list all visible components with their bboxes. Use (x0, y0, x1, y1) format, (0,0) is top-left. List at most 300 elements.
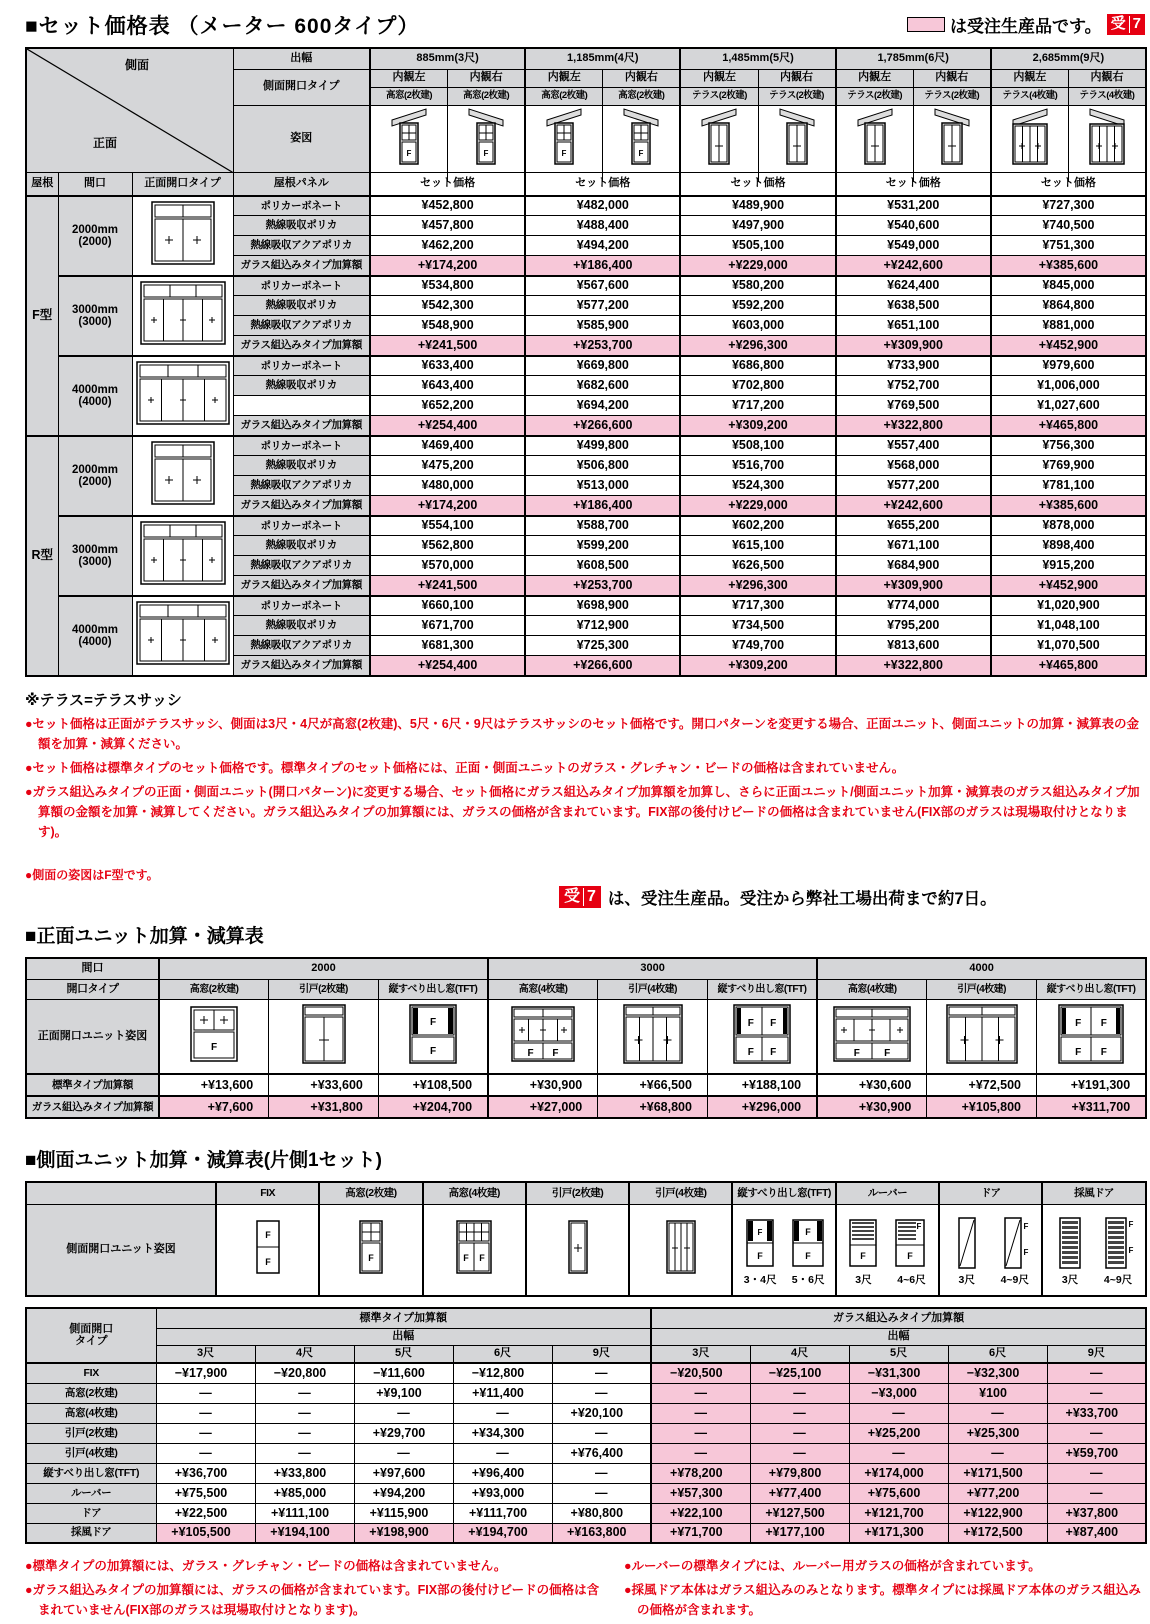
open-type-cell: 高窓(4枚建) (488, 980, 598, 1000)
front4-icon (135, 278, 231, 348)
width-header: 1,785mm(6尺) (836, 48, 991, 69)
svg-text:F: F (406, 148, 412, 158)
unit-type-label: 採風ドア (26, 1523, 156, 1543)
depth-col-header: 3尺 (156, 1345, 255, 1363)
roof-panel-label: ガラス組込みタイプ加算額 (233, 256, 370, 276)
roof-panel-label: 熱線吸収ポリカ (233, 216, 370, 236)
price-cell: ¥740,500 (991, 216, 1146, 236)
open-type-cell: 引戸(4枚建) (927, 980, 1037, 1000)
svg-text:F: F (1075, 1047, 1082, 1059)
side-door-icon (997, 1215, 1033, 1273)
price-cell: +¥20,100 (552, 1403, 651, 1423)
price-cell: ¥756,300 (991, 436, 1146, 456)
size-range-label: 3尺 (1061, 1273, 1079, 1286)
unit-figure-cell (598, 1000, 708, 1074)
price-cell: +¥241,500 (370, 576, 525, 596)
view-left-header: 内観左 (525, 69, 603, 87)
price-cell: ¥652,200 (370, 396, 525, 416)
price-cell: +¥186,400 (525, 496, 680, 516)
bay-cell: 2000mm (2000) (58, 196, 132, 276)
roof-panel-label: ガラス組込みタイプ加算額 (233, 576, 370, 596)
price-cell: ¥774,000 (836, 596, 991, 616)
price-cell: — (354, 1443, 453, 1463)
figure-cell (991, 105, 1069, 173)
price-cell: ¥549,000 (836, 236, 991, 256)
unit-figure-cell (836, 1204, 939, 1296)
price-cell: ¥577,200 (525, 296, 680, 316)
price-cell: — (948, 1403, 1047, 1423)
price-cell: ¥585,900 (525, 316, 680, 336)
price-cell: — (750, 1383, 849, 1403)
price-cell: — (849, 1443, 948, 1463)
price-cell: +¥309,900 (836, 576, 991, 596)
price-cell: ¥717,200 (680, 396, 835, 416)
svg-text:F: F (757, 1250, 763, 1261)
add-price-row-label: 標準タイプ加算額 (26, 1074, 159, 1096)
price-cell: — (156, 1443, 255, 1463)
price-cell: +¥309,200 (680, 416, 835, 436)
price-cell: +¥30,900 (488, 1074, 598, 1096)
bay-group-header: 2000 (159, 958, 488, 980)
bottom-notes-left (25, 1552, 600, 1624)
figure-cell (680, 105, 758, 173)
highwindow-right-icon (463, 106, 509, 168)
roof-panel-label: ガラス組込みタイプ加算額 (233, 656, 370, 676)
svg-text:F: F (479, 1253, 485, 1264)
terrace2-left-icon (696, 106, 742, 168)
price-cell: — (453, 1443, 552, 1463)
price-cell: +¥296,300 (680, 576, 835, 596)
bay-group-header: 4000 (817, 958, 1146, 980)
price-cell: ¥513,000 (525, 476, 680, 496)
price-cell: ¥717,300 (680, 596, 835, 616)
price-cell: — (552, 1363, 651, 1383)
svg-text:F: F (1023, 1221, 1029, 1231)
unit-type-label: ルーバー (26, 1483, 156, 1503)
note-line: ●セット価格は標準タイプのセット価格です。標準タイプのセット価格には、正面・側面ユニットのガラス・グレチャン・ビードの価格は含まれていません。 (25, 760, 905, 775)
price-cell: +¥105,500 (156, 1523, 255, 1543)
price-cell: ¥615,100 (680, 536, 835, 556)
price-cell: — (750, 1403, 849, 1423)
price-cell: +¥25,300 (948, 1423, 1047, 1443)
order-badge-icon (559, 886, 601, 908)
highwindow-left-icon (541, 106, 587, 168)
svg-text:F: F (527, 1048, 534, 1060)
unit-figure-cell (488, 1000, 598, 1074)
price-cell: +¥177,100 (750, 1523, 849, 1543)
front-figure-cell (132, 276, 233, 356)
price-cell: +¥59,700 (1047, 1443, 1146, 1463)
price-cell: +¥309,900 (836, 336, 991, 356)
price-cell: — (156, 1383, 255, 1403)
unit-figure-cell (939, 1204, 1042, 1296)
svg-text:F: F (483, 148, 489, 158)
order-note-text: は、受注生産品。受注から弊社工場出荷まで約7日。 (607, 889, 997, 908)
svg-text:F: F (853, 1048, 861, 1060)
price-cell: ¥557,400 (836, 436, 991, 456)
roof-panel-label: ガラス組込みタイプ加算額 (233, 336, 370, 356)
price-cell: +¥322,800 (836, 416, 991, 436)
open-type-cell: 高窓(2枚建) (370, 87, 448, 105)
price-cell: +¥385,600 (991, 496, 1146, 516)
corner-side-label: 側面 (125, 58, 150, 72)
front-slide2-icon (274, 1000, 374, 1068)
order-note (559, 885, 1145, 909)
price-cell: −¥25,100 (750, 1363, 849, 1383)
highwindow-right-icon (618, 106, 664, 168)
unit-type-header: ルーバー (836, 1182, 939, 1204)
price-cell: +¥229,000 (680, 256, 835, 276)
bottom-notes-right (624, 1552, 1145, 1624)
price-cell: — (750, 1443, 849, 1463)
price-cell: +¥296,000 (707, 1096, 817, 1118)
side-table-title: ■側面ユニット加算・減算表(片側1セット) (25, 1150, 382, 1172)
side-ventdoor-icon (1052, 1215, 1088, 1273)
bottom-notes (25, 1552, 1145, 1624)
open-type-cell: テラス(2枚建) (913, 87, 991, 105)
price-cell: +¥452,900 (991, 576, 1146, 596)
price-cell: −¥3,000 (849, 1383, 948, 1403)
set-price-header: セット価格 (525, 173, 680, 196)
front-figure-cell (132, 196, 233, 276)
price-cell: ¥725,300 (525, 636, 680, 656)
price-cell: ¥881,000 (991, 316, 1146, 336)
open-type-cell: 縦すべり出し窓(TFT) (378, 980, 488, 1000)
svg-text:F: F (757, 1227, 763, 1237)
svg-text:F: F (916, 1221, 922, 1231)
unit-figure-cell (159, 1000, 269, 1074)
price-cell: ¥749,700 (680, 636, 835, 656)
roof-panel-label: 熱線吸収アクアポリカ (233, 636, 370, 656)
terrace2-right-icon (929, 106, 975, 168)
width-header: 885mm(3尺) (370, 48, 525, 69)
price-cell: ¥580,200 (680, 276, 835, 296)
front4-icon (135, 518, 231, 588)
svg-text:F: F (770, 1047, 777, 1059)
standard-group-header: 標準タイプ加算額 (156, 1308, 651, 1328)
price-cell: +¥188,100 (707, 1074, 817, 1096)
badge-right-text: 7 (1132, 15, 1141, 33)
roof-panel-label: 熱線吸収ポリカ (233, 456, 370, 476)
open-type-cell: テラス(2枚建) (836, 87, 914, 105)
price-cell: ¥702,800 (680, 376, 835, 396)
price-cell: ¥100 (948, 1383, 1047, 1403)
figure-cell (603, 105, 681, 173)
terrace4-right-icon (1084, 106, 1130, 168)
front-figure-cell (132, 356, 233, 436)
set-price-header: セット価格 (836, 173, 991, 196)
depth-col-header: 9尺 (552, 1345, 651, 1363)
unit-type-header: 引戸(2枚建) (526, 1182, 629, 1204)
price-cell: ¥457,800 (370, 216, 525, 236)
price-cell: +¥87,400 (1047, 1523, 1146, 1543)
price-cell: +¥309,200 (680, 656, 835, 676)
price-cell: ¥603,000 (680, 316, 835, 336)
svg-text:F: F (747, 1018, 754, 1030)
price-cell: +¥29,700 (354, 1423, 453, 1443)
unit-type-label: FIX (26, 1363, 156, 1383)
price-cell: — (453, 1403, 552, 1423)
unit-type-label: 引戸(2枚建) (26, 1423, 156, 1443)
side-figure-note: ●側面の姿図はF型です。 (25, 867, 159, 882)
badge-divider (1129, 16, 1130, 33)
price-cell: ¥733,900 (836, 356, 991, 376)
size-range-label: 4~9尺 (1103, 1273, 1133, 1286)
depth-header: 出幅 (651, 1328, 1146, 1345)
side-louver-icon (893, 1215, 929, 1273)
side-open-type-header: 側面開口タイプ (233, 69, 370, 105)
open-type-cell: 高窓(2枚建) (159, 980, 269, 1000)
size-range-label: 3尺 (855, 1273, 872, 1286)
highwindow-left-icon (386, 106, 432, 168)
front-high4w-icon (822, 1000, 922, 1068)
unit-figure-cell (378, 1000, 488, 1074)
price-cell: — (948, 1443, 1047, 1463)
terrace-note-heading: ※テラス=テラスサッシ (25, 691, 182, 709)
roof-type-cell: R型 (26, 436, 58, 676)
note-line: ●採風ドア本体はガラス組込みのみとなります。標準タイプには採風ドア本体のガラス組込みの価格が含まれます。 (624, 1583, 1141, 1618)
bay-cell: 4000mm (4000) (58, 356, 132, 436)
price-cell: ¥979,600 (991, 356, 1146, 376)
depth-col-header: 4尺 (750, 1345, 849, 1363)
price-cell: — (552, 1463, 651, 1483)
price-cell: — (255, 1403, 354, 1423)
price-cell: ¥698,900 (525, 596, 680, 616)
price-cell: +¥75,500 (156, 1483, 255, 1503)
front-tft2-icon (383, 1000, 483, 1068)
depth-col-header: 9尺 (1047, 1345, 1146, 1363)
side-high2-icon (353, 1218, 389, 1276)
price-cell: +¥66,500 (598, 1074, 708, 1096)
terrace2-left-icon (852, 106, 898, 168)
price-cell: +¥13,600 (159, 1074, 269, 1096)
price-cell: +¥174,200 (370, 256, 525, 276)
price-cell: ¥751,300 (991, 236, 1146, 256)
terrace4-left-icon (1007, 106, 1053, 168)
svg-text:F: F (1128, 1219, 1134, 1229)
price-cell: −¥11,600 (354, 1363, 453, 1383)
svg-text:F: F (1100, 1047, 1107, 1059)
roof-panel-label: 熱線吸収ポリカ (233, 616, 370, 636)
price-cell: +¥105,800 (927, 1096, 1037, 1118)
price-cell: +¥33,700 (1047, 1403, 1146, 1423)
price-cell: +¥194,100 (255, 1523, 354, 1543)
price-cell: +¥22,100 (651, 1503, 750, 1523)
price-cell: ¥548,900 (370, 316, 525, 336)
price-cell: ¥712,900 (525, 616, 680, 636)
front-open-type-header: 正面開口タイプ (132, 173, 233, 196)
price-cell: ¥608,500 (525, 556, 680, 576)
price-cell: — (1047, 1383, 1146, 1403)
unit-type-header: 高窓(2枚建) (319, 1182, 422, 1204)
price-cell: +¥108,500 (378, 1074, 488, 1096)
price-cell: +¥33,600 (269, 1074, 379, 1096)
badge-divider (583, 888, 584, 906)
price-cell: ¥624,400 (836, 276, 991, 296)
width-header: 1,485mm(5尺) (680, 48, 835, 69)
price-cell: −¥20,500 (651, 1363, 750, 1383)
bay-header: 間口 (58, 173, 132, 196)
unit-type-label: 縦すべり出し窓(TFT) (26, 1463, 156, 1483)
note-line: ●標準タイプの加算額には、ガラス・グレチャン・ビードの価格は含まれていません。 (25, 1559, 507, 1574)
price-cell: ¥480,000 (370, 476, 525, 496)
price-cell: ¥1,006,000 (991, 376, 1146, 396)
price-cell: ¥686,800 (680, 356, 835, 376)
unit-figure-cell (216, 1204, 319, 1296)
price-cell: +¥452,900 (991, 336, 1146, 356)
price-cell: ¥626,500 (680, 556, 835, 576)
price-cell: +¥172,500 (948, 1523, 1047, 1543)
price-cell: +¥68,800 (598, 1096, 708, 1118)
svg-text:F: F (1023, 1247, 1029, 1257)
price-cell: +¥11,400 (453, 1383, 552, 1403)
size-range-label: 5・6尺 (791, 1273, 825, 1286)
roof-panel-label: 熱線吸収アクアポリカ (233, 316, 370, 336)
open-type-header: 開口タイプ (26, 980, 159, 1000)
unit-figure-cell (1042, 1204, 1145, 1296)
price-cell: ¥570,000 (370, 556, 525, 576)
price-cell: — (1047, 1423, 1146, 1443)
roof-panel-label: 熱線吸収ポリカ (233, 536, 370, 556)
badge-left-text: 受 (1110, 15, 1126, 33)
price-cell: — (552, 1423, 651, 1443)
price-cell: ¥660,100 (370, 596, 525, 616)
side-unit-price-table (25, 1307, 1147, 1544)
open-type-cell: テラス(2枚建) (758, 87, 836, 105)
svg-text:F: F (264, 1257, 271, 1268)
front-slide4w-icon (932, 1000, 1032, 1068)
figure-pair (733, 1215, 834, 1286)
front4w-icon (135, 598, 231, 668)
price-cell: +¥127,500 (750, 1503, 849, 1523)
svg-text:F: F (805, 1226, 811, 1237)
price-cell: ¥1,070,500 (991, 636, 1146, 656)
set-price-header: セット価格 (680, 173, 835, 196)
size-range-label: 4~9尺 (1000, 1273, 1029, 1286)
price-cell: +¥465,800 (991, 416, 1146, 436)
price-cell: +¥385,600 (991, 256, 1146, 276)
price-cell: ¥452,800 (370, 196, 525, 216)
side-fix-icon (250, 1218, 286, 1276)
side-slide4-icon (663, 1218, 699, 1276)
roof-panel-label: ポリカーボネート (233, 196, 370, 216)
view-right-header: 内観右 (758, 69, 836, 87)
price-cell: +¥171,300 (849, 1523, 948, 1543)
price-cell: ¥554,100 (370, 516, 525, 536)
price-cell: ¥531,200 (836, 196, 991, 216)
svg-text:F: F (770, 1018, 777, 1030)
price-cell: +¥36,700 (156, 1463, 255, 1483)
unit-type-header: 採風ドア (1042, 1182, 1145, 1204)
price-cell: +¥198,900 (354, 1523, 453, 1543)
page-title: ■セット価格表 （メーター 600タイプ） (25, 15, 420, 38)
price-cell: +¥241,500 (370, 336, 525, 356)
price-cell: +¥77,400 (750, 1483, 849, 1503)
price-cell: ¥727,300 (991, 196, 1146, 216)
depth-col-header: 6尺 (948, 1345, 1047, 1363)
svg-text:F: F (907, 1250, 914, 1261)
unit-figure-cell (1037, 1000, 1147, 1074)
svg-text:F: F (368, 1253, 374, 1264)
price-cell: — (255, 1423, 354, 1443)
roof-panel-label: 熱線吸収アクアポリカ (233, 236, 370, 256)
price-cell: ¥651,100 (836, 316, 991, 336)
unit-figure-cell (423, 1204, 526, 1296)
figure-cell (448, 105, 526, 173)
price-cell: — (651, 1403, 750, 1423)
view-right-header: 内観右 (603, 69, 681, 87)
unit-type-header: 高窓(4枚建) (423, 1182, 526, 1204)
unit-figure-cell (817, 1000, 927, 1074)
side-tft-icon (742, 1215, 778, 1273)
price-cell: ¥469,400 (370, 436, 525, 456)
open-type-cell: 高窓(2枚建) (448, 87, 526, 105)
price-cell: ¥878,000 (991, 516, 1146, 536)
open-type-cell: 高窓(4枚建) (817, 980, 927, 1000)
set-price-header: セット価格 (370, 173, 525, 196)
price-cell: ¥506,800 (525, 456, 680, 476)
figure-cell (525, 105, 603, 173)
unit-figure-cell (319, 1204, 422, 1296)
depth-header: 出幅 (233, 48, 370, 69)
open-type-cell: テラス(4枚建) (991, 87, 1069, 105)
side-tft-icon (790, 1215, 826, 1273)
view-left-header: 内観左 (836, 69, 914, 87)
front-tft3-icon (712, 1000, 812, 1068)
corner-cell (26, 48, 233, 173)
roof-type-cell: F型 (26, 196, 58, 436)
front4w-icon (135, 358, 231, 428)
unit-figure-cell (629, 1204, 732, 1296)
price-cell: +¥122,900 (948, 1503, 1047, 1523)
price-cell: +¥31,800 (269, 1096, 379, 1118)
price-cell: ¥568,000 (836, 456, 991, 476)
terrace2-right-icon (774, 106, 820, 168)
price-cell: +¥57,300 (651, 1483, 750, 1503)
bay-group-header: 3000 (488, 958, 817, 980)
price-cell: +¥121,700 (849, 1503, 948, 1523)
price-cell: ¥769,900 (991, 456, 1146, 476)
svg-text:F: F (638, 148, 644, 158)
front2-icon (135, 438, 231, 508)
badge-left-text: 受 (564, 888, 581, 905)
price-cell: +¥229,000 (680, 496, 835, 516)
set-price-header: セット価格 (991, 173, 1146, 196)
side-unit-figure-table (25, 1181, 1147, 1297)
price-cell: −¥17,900 (156, 1363, 255, 1383)
open-type-cell: 引戸(4枚建) (598, 980, 708, 1000)
add-price-row-label: ガラス組込みタイプ加算額 (26, 1096, 159, 1118)
unit-type-header: 縦すべり出し窓(TFT) (732, 1182, 835, 1204)
price-cell: — (750, 1423, 849, 1443)
price-cell: +¥27,000 (488, 1096, 598, 1118)
front-table-title: ■正面ユニット加算・減算表 (25, 925, 264, 947)
price-cell: — (1047, 1463, 1146, 1483)
roof-panel-label: ポリカーボネート (233, 516, 370, 536)
price-cell: +¥78,200 (651, 1463, 750, 1483)
unit-type-label: 引戸(4枚建) (26, 1443, 156, 1463)
roof-panel-label: ガラス組込みタイプ加算額 (233, 416, 370, 436)
price-cell: +¥33,800 (255, 1463, 354, 1483)
view-left-header: 内観左 (991, 69, 1069, 87)
svg-text:F: F (860, 1250, 867, 1261)
price-cell: +¥9,100 (354, 1383, 453, 1403)
price-cell: −¥31,300 (849, 1363, 948, 1383)
front-high4-icon (493, 1000, 593, 1068)
unit-figure-cell (732, 1204, 835, 1296)
price-cell: +¥76,400 (552, 1443, 651, 1463)
view-right-header: 内観右 (448, 69, 526, 87)
